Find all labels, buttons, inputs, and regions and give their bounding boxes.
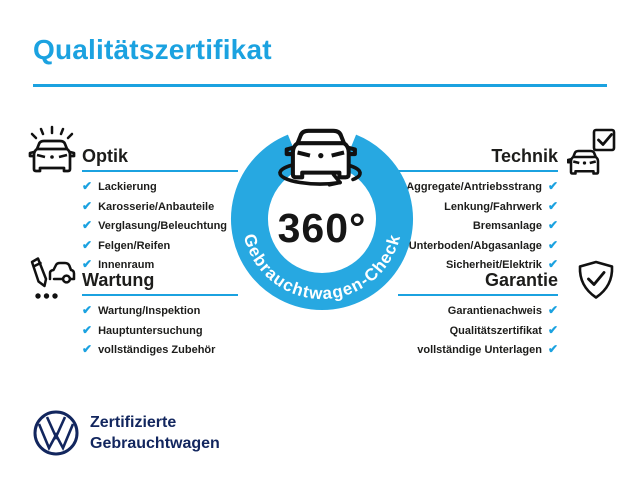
item-label: Verglasung/Beleuchtung	[98, 220, 228, 232]
item-label: Wartung/Inspektion	[98, 305, 201, 317]
car-shine-icon	[26, 124, 78, 178]
check-icon: ✔	[547, 257, 558, 271]
check-icon: ✔	[547, 342, 558, 356]
pencil-checklist-car-icon	[26, 255, 76, 305]
check-icon: ✔	[547, 198, 558, 213]
check-icon: ✔	[82, 237, 93, 252]
brand-line1: Zertifizierte	[90, 414, 177, 431]
list-item	[398, 301, 558, 321]
garantie-title: Garantie	[398, 270, 558, 296]
item-label: Hauptuntersuchung	[98, 324, 203, 337]
optik-items	[82, 177, 238, 275]
list-item	[82, 177, 238, 197]
item-label: vollständiges Zubehör	[98, 344, 216, 356]
car-checkbox-icon	[567, 127, 617, 177]
list-item	[82, 216, 238, 236]
car-rotation-icon	[280, 131, 360, 185]
wartung-items	[82, 301, 238, 360]
check-icon: ✔	[547, 237, 558, 252]
garantie-items	[398, 301, 558, 360]
optik-section	[82, 146, 238, 275]
check-icon: ✔	[547, 322, 558, 337]
list-item	[82, 340, 238, 360]
vw-logo	[32, 409, 80, 457]
list-item	[398, 177, 558, 197]
item-label: Aggregate/Antriebsstrang	[406, 181, 542, 193]
item-label: Unterboden/Abgasanlage	[408, 239, 542, 252]
check-icon: ✔	[82, 342, 93, 356]
list-item	[82, 321, 238, 341]
check-icon: ✔	[82, 322, 93, 337]
check-icon: ✔	[547, 218, 558, 232]
ring-label: Gebrauchtwagen-Check	[239, 231, 405, 304]
brand-text	[90, 412, 220, 454]
check-icon: ✔	[547, 179, 558, 193]
list-item	[398, 340, 558, 360]
item-label: Lenkung/Fahrwerk	[444, 200, 542, 213]
item-label: Felgen/Reifen	[98, 239, 171, 252]
item-label: Garantienachweis	[447, 305, 542, 317]
item-label: Innenraum	[98, 259, 155, 271]
check-icon: ✔	[82, 257, 93, 271]
shield-check-icon	[573, 259, 619, 309]
technik-items	[398, 177, 558, 275]
item-label: Sicherheit/Elektrik	[445, 259, 542, 271]
check-icon: ✔	[82, 303, 93, 317]
check-icon: ✔	[82, 179, 93, 193]
item-label: Karosserie/Anbauteile	[98, 200, 215, 213]
wartung-title: Wartung	[82, 270, 238, 296]
list-item	[398, 236, 558, 256]
list-item	[398, 216, 558, 236]
list-item	[82, 236, 238, 256]
title-divider	[33, 84, 607, 87]
wartung-section	[82, 270, 238, 360]
item-label: Lackierung	[98, 181, 157, 193]
item-label: Qualitätszertifikat	[449, 324, 542, 337]
page-title: Qualitätszertifikat	[33, 34, 272, 65]
list-item	[398, 197, 558, 217]
check-icon: ✔	[82, 218, 93, 232]
list-item	[82, 301, 238, 321]
list-item	[82, 197, 238, 217]
brand-line2: Gebrauchtwagen	[90, 435, 220, 452]
optik-title: Optik	[82, 146, 238, 172]
list-item	[398, 321, 558, 341]
garantie-section	[398, 270, 558, 360]
item-label: vollständige Unterlagen	[417, 344, 542, 356]
technik-section	[398, 146, 558, 275]
check-icon: ✔	[547, 303, 558, 317]
item-label: Bremsanlage	[472, 220, 542, 232]
technik-title: Technik	[398, 146, 558, 172]
degree-label: 360°	[277, 205, 367, 251]
check-icon: ✔	[82, 198, 93, 213]
